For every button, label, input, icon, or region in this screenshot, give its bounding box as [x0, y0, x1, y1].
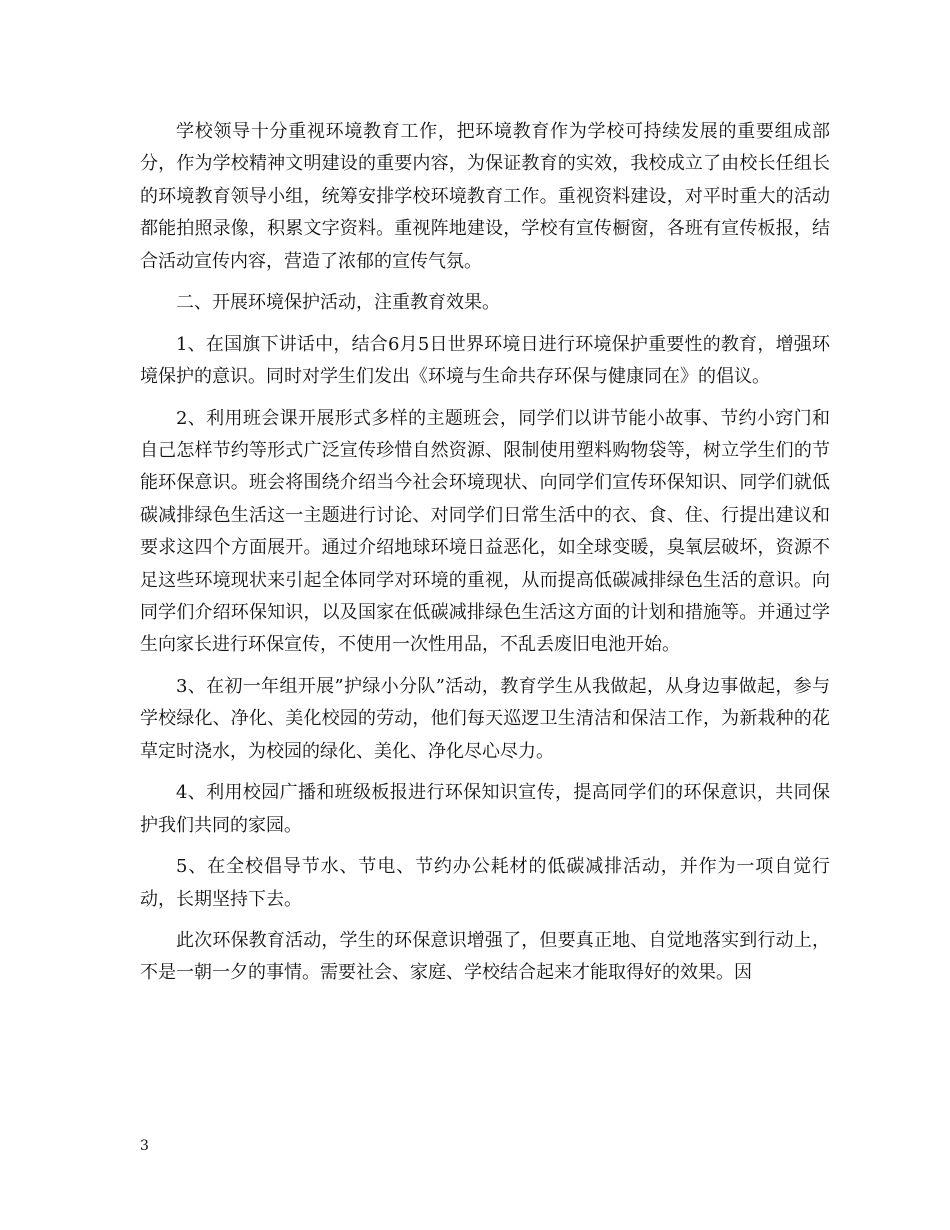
paragraph-leadership: 学校领导十分重视环境教育工作，把环境教育作为学校可持续发展的重要组成部分，作为学校精神文明建设的重要内容，为保证教育的实效，我校成立了由校长任组长的环境教育领导小组，统筹安排学校环境教育工作。重视资料建设，对平时重大的活动都能拍照录像，积累文字资料。重视阵地建设，学校有宣传橱窗，各班有宣传板报，结合活动宣传内容，营造了浓郁的宣传气氛。: [140, 121, 830, 272]
list-item-energy-saving: 5、在全校倡导节水、节电、节约办公耗材的低碳减排活动，并作为一项自觉行动，长期坚持下去。: [140, 856, 830, 910]
page-number: 3: [140, 1138, 149, 1154]
section-heading-activities: 二、开展环境保护活动，注重教育效果。: [176, 292, 500, 314]
list-item-broadcast: 4、利用校园广播和班级板报进行环保知识宣传，提高同学们的环保意识，共同保护我们共同的家园。: [140, 782, 830, 836]
list-item-flag-speech: 1、在国旗下讲话中，结合6月5日世界环境日进行环境保护重要性的教育，增强环境保护的意识。同时对学生们发出《环境与生命共存环保与健康同在》的倡议。: [140, 333, 830, 388]
paragraph-conclusion: 此次环保教育活动，学生的环保意识增强了，但要真正地、自觉地落实到行动上，不是一朝一夕的事情。需要社会、家庭、学校结合起来才能取得好的效果。因: [140, 930, 830, 984]
list-item-class-meeting: 2、利用班会课开展形式多样的主题班会，同学们以讲节能小故事、节约小窍门和自己怎样节约等形式广泛宣传珍惜自然资源、限制使用塑料购物袋等，树立学生们的节能环保意识。班会将围绕介绍当今社会环境现状、向同学们宣传环保知识、同学们就低碳减排绿色生活这一主题进行讨论、对同学们日常生活中的衣、食、住、行提出建议和要求这四个方面展开。通过介绍地球环境日益恶化，如全球变暖，臭氧层破坏，资源不足这些环境现状来引起全体同学对环境的重视，从而提高低碳减排绿色生活的意识。向同学们介绍环保知识，以及国家在低碳减排绿色生活这方面的计划和措施等。并通过学生向家长进行环保宣传，不使用一次性用品，不乱丢废旧电池开始。: [140, 407, 830, 656]
list-item-green-squad: 3、在初一年组开展”护绿小分队”活动，教育学生从我做起，从身边事做起，参与学校绿化、净化、美化校园的劳动，他们每天巡逻卫生清洁和保洁工作，为新栽种的花草定时浇水，为校园的绿化、美化、净化尽心尽力。: [140, 675, 830, 762]
document-page: [140, 116, 830, 990]
